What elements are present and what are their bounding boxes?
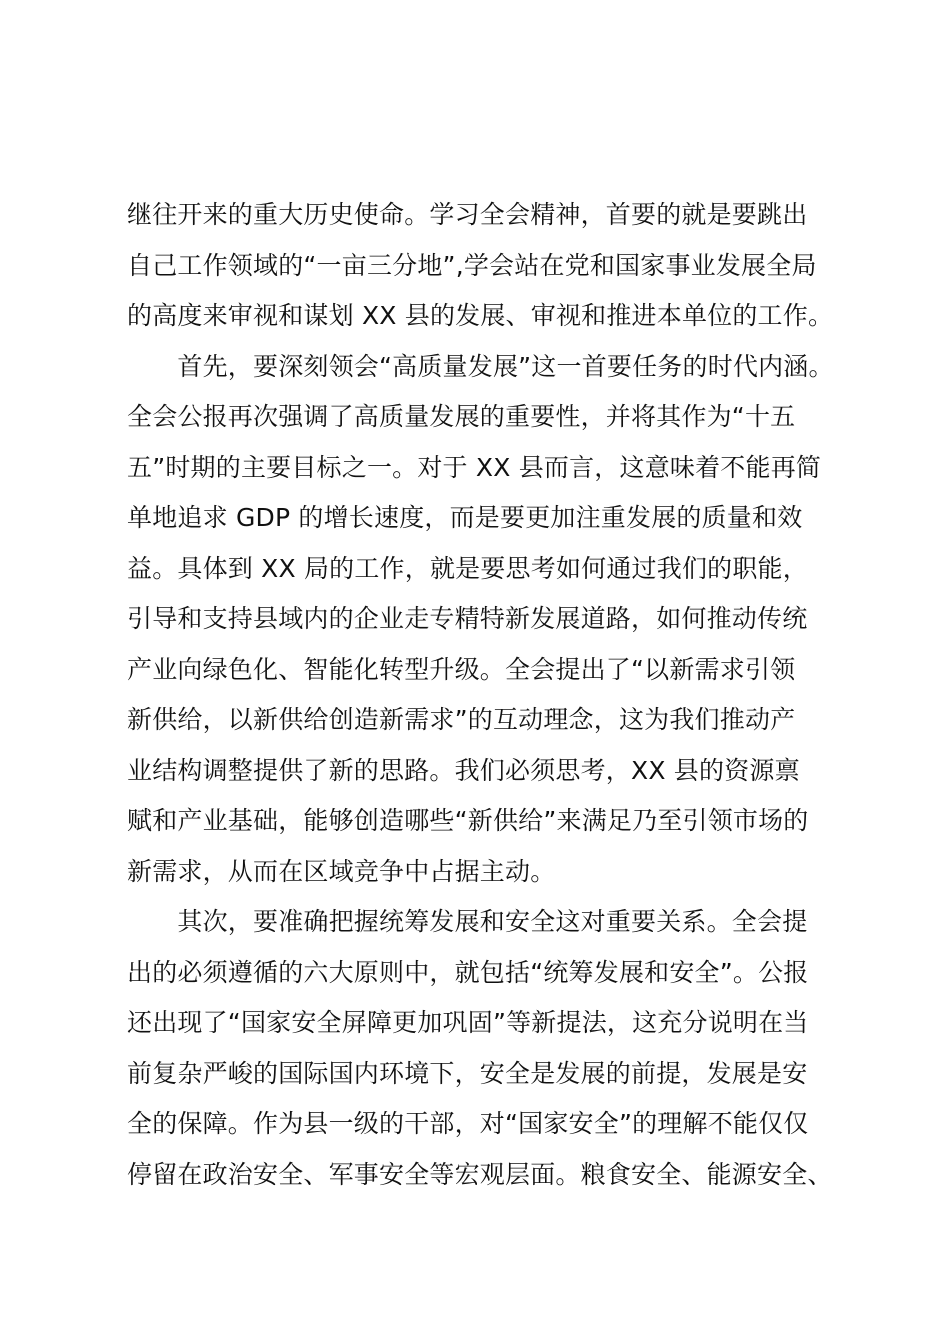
text-line: 首先，要深刻领会“高质量发展”这一首要任务的时代内涵。 [127, 351, 834, 381]
text-line: 全会公报再次强调了高质量发展的重要性，并将其作为“十五 [127, 402, 796, 431]
text-line: 赋和产业基础，能够创造哪些“新供给”来满足乃至引领市场的 [127, 806, 809, 835]
text-line: 全的保障。作为县一级的干部，对“国家安全”的理解不能仅仅 [127, 1109, 809, 1138]
text-line: 其次，要准确把握统筹发展和安全这对重要关系。全会提 [127, 907, 808, 936]
text-line: 产业向绿色化、智能化转型升级。全会提出了“以新需求引领 [127, 654, 796, 684]
text-line: 还出现了“国家安全屏障更加巩固”等新提法，这充分说明在当 [127, 1008, 809, 1037]
text-line: 自己工作领域的“一亩三分地”,学会站在党和国家事业发展全局 [127, 250, 817, 280]
paragraph-1 [127, 190, 847, 342]
text-line: 新需求，从而在区域竞争中占据主动。 [127, 856, 556, 886]
paragraph-2 [127, 342, 847, 898]
text-line: 益。具体到 XX 局的工作，就是要思考如何通过我们的职能， [127, 553, 808, 583]
text-line: 新供给，以新供给创造新需求”的互动理念，这为我们推动产 [127, 705, 796, 734]
paragraph-3 [127, 897, 847, 1200]
text-line: 五”时期的主要目标之一。对于 XX 县而言，这意味着不能再简 [127, 452, 822, 482]
text-line: 前复杂严峻的国际国内环境下，安全是发展的前提，发展是安 [127, 1058, 808, 1088]
text-line: 引导和支持县域内的企业走专精特新发展道路，如何推动传统 [127, 604, 808, 633]
text-line: 继往开来的重大历史使命。学习全会精神，首要的就是要跳出 [127, 200, 808, 229]
document-body [127, 190, 847, 1200]
text-line: 出的必须遵循的六大原则中，就包括“统筹发展和安全”。公报 [127, 957, 809, 987]
text-line: 单地追求 GDP 的增长速度，而是要更加注重发展的质量和效 [127, 503, 803, 532]
text-line: 业结构调整提供了新的思路。我们必须思考，XX 县的资源禀 [127, 755, 800, 785]
text-line: 的高度来审视和谋划 XX 县的发展、审视和推进本单位的工作。 [127, 301, 834, 330]
text-line: 停留在政治安全、军事安全等宏观层面。粮食安全、能源安全、 [127, 1159, 833, 1189]
